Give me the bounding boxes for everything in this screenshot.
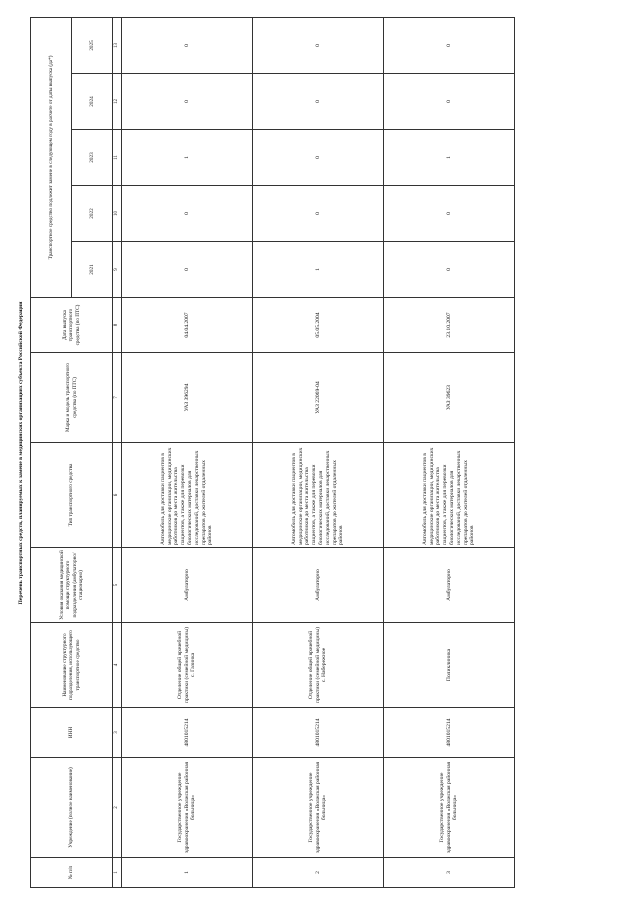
column-number: 13 — [113, 17, 122, 73]
cell-care-conditions: Амбулаторно — [253, 548, 384, 623]
cell-brand-model: УАЗ 396294 — [122, 353, 253, 443]
cell-year-value: 0 — [253, 130, 384, 186]
cell-year-value: 0 — [253, 74, 384, 130]
header-inn: ИНН — [31, 708, 113, 758]
cell-num: 2 — [253, 858, 384, 888]
cell-year-value: 0 — [122, 242, 253, 298]
cell-vehicle-type: Автомобиль для доставки пациентов в медицинские организации, медицинских работников до места жительства пациентов, а также для перевозки биологических материалов для исследований, доставки лекарственных препаратов до жителей отдаленных районов — [122, 443, 253, 548]
cell-institution: Государственное учреждение здравоохранения «Волжская районная больница» — [384, 758, 515, 858]
column-number: 5 — [113, 548, 122, 623]
header-care-conditions: Условия оказания медицинской помощи структурного подразделения (амбулаторно/ стационарно) — [31, 548, 113, 623]
cell-subdivision: Поликлиника — [384, 623, 515, 708]
cell-institution: Государственное учреждение здравоохранения «Волжская районная больница» — [253, 758, 384, 858]
header-num: № п/п — [31, 858, 113, 888]
column-number: 3 — [113, 708, 122, 758]
cell-care-conditions: Амбулаторно — [122, 548, 253, 623]
cell-vehicle-type: Автомобиль для доставки пациентов в медицинские организации, медицинских работников до места жительства пациентов, а также для перевозки биологических материалов для исследований, доставки лекарственных препаратов до жителей отдаленных районов — [384, 443, 515, 548]
cell-brand-model: УАЗ 39623 — [384, 353, 515, 443]
table-row — [384, 17, 515, 887]
header-year: 2025 — [72, 17, 113, 73]
document-title: Перечень транспортных средств, планируемых к замене в медицинских организациях субъекта Российской Федерации — [18, 301, 24, 605]
column-number: 10 — [113, 186, 122, 242]
cell-year-value: 0 — [384, 74, 515, 130]
header-year: 2022 — [72, 186, 113, 242]
cell-num: 3 — [384, 858, 515, 888]
cell-year-value: 0 — [384, 242, 515, 298]
cell-subdivision: Отделение общей врачебной практики (семейной медицины) с. Газинка — [122, 623, 253, 708]
column-number: 7 — [113, 353, 122, 443]
cell-inn: 4801015214 — [384, 708, 515, 758]
cell-release-date: 04.04.2007 — [122, 298, 253, 353]
cell-inn: 4801015214 — [122, 708, 253, 758]
column-number: 1 — [113, 858, 122, 888]
column-number: 12 — [113, 74, 122, 130]
cell-subdivision: Отделение общей врачебной практики (семейной медицины) с. Набережное — [253, 623, 384, 708]
cell-year-value: 0 — [384, 17, 515, 73]
column-number: 9 — [113, 242, 122, 298]
cell-release-date: 05.05.2004 — [253, 298, 384, 353]
column-number: 8 — [113, 298, 122, 353]
column-number-row — [113, 17, 122, 887]
header-brand-model: Марка и модель транспортного средства (по ПТС) — [31, 353, 113, 443]
header-vehicle-type: Тип транспортного средства — [31, 443, 113, 548]
column-number: 4 — [113, 623, 122, 708]
header-institution: Учреждение (полное наименование) — [31, 758, 113, 858]
vehicle-replacement-table — [30, 17, 515, 888]
header-release-date: Дата выпуска транспортного средства (по ПТС) — [31, 298, 113, 353]
cell-year-value: 0 — [253, 186, 384, 242]
cell-year-value: 0 — [253, 17, 384, 73]
header-year: 2023 — [72, 130, 113, 186]
header-year: 2021 — [72, 242, 113, 298]
column-number: 2 — [113, 758, 122, 858]
header-replacement-group: Транспортное средство подлежит замене в следующем году в расчете от даты выпуска (да*) — [31, 17, 72, 297]
cell-inn: 4801015214 — [253, 708, 384, 758]
header-row — [31, 17, 72, 887]
column-number: 6 — [113, 443, 122, 548]
cell-institution: Государственное учреждение здравоохранения «Волжская районная больница» — [122, 758, 253, 858]
cell-release-date: 23.10.2007 — [384, 298, 515, 353]
cell-year-value: 0 — [122, 17, 253, 73]
cell-vehicle-type: Автомобиль для доставки пациентов в медицинские организации, медицинских работников до места жительства пациентов, а также для перевозки биологических материалов для исследований, доставки лекарственных препаратов до жителей отдаленных районов — [253, 443, 384, 548]
cell-year-value: 0 — [122, 74, 253, 130]
cell-brand-model: УАЗ 22069-04 — [253, 353, 384, 443]
header-year: 2024 — [72, 74, 113, 130]
cell-year-value: 1 — [122, 130, 253, 186]
rotated-landscape-sheet — [16, 18, 506, 888]
table-row — [253, 17, 384, 887]
cell-year-value: 1 — [384, 130, 515, 186]
cell-num: 1 — [122, 858, 253, 888]
cell-year-value: 0 — [122, 186, 253, 242]
cell-year-value: 0 — [384, 186, 515, 242]
header-subdivision: Наименование структурного подразделения, использующего транспортное средство — [31, 623, 113, 708]
table-row — [122, 17, 253, 887]
cell-care-conditions: Амбулаторно — [384, 548, 515, 623]
column-number: 11 — [113, 130, 122, 186]
cell-year-value: 1 — [253, 242, 384, 298]
